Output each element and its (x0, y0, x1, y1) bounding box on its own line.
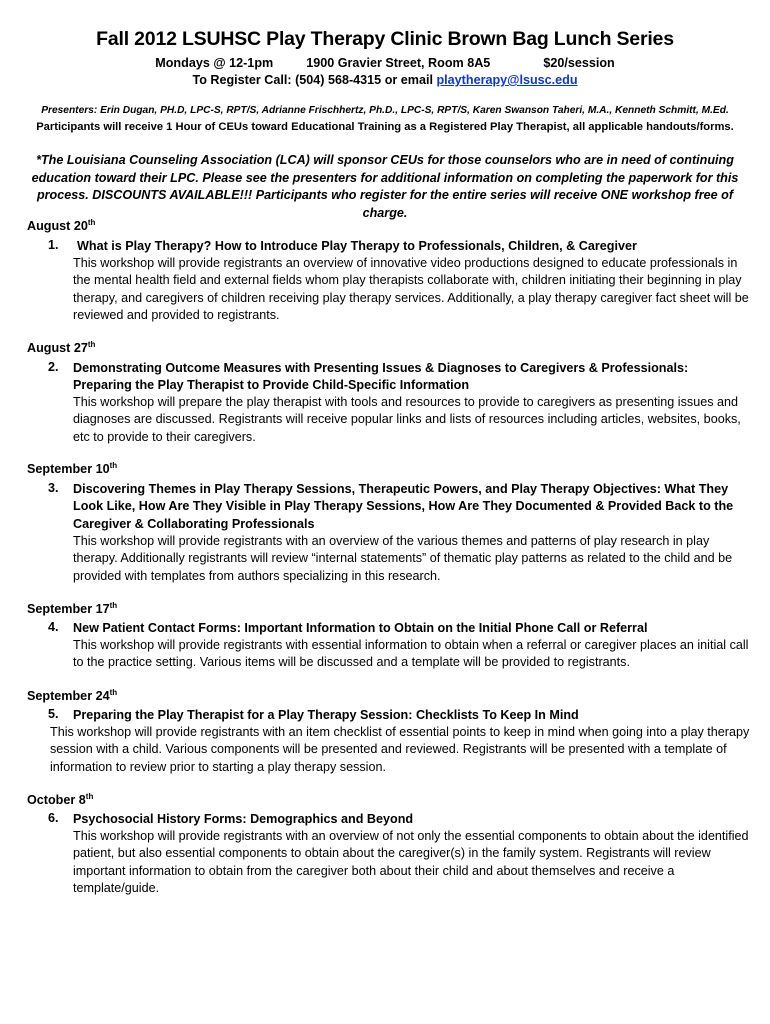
session-date: September 24th (27, 687, 118, 703)
session-date: August 20th (27, 217, 96, 233)
lca-note: *The Louisiana Counseling Association (LCA) will sponsor CEUs for those counselors who are in need of continuing education toward their LPC. Please see the presenters for additional information on completing the paperwork for this process. DISCOUNTS AVAILABLE!!! Participants who register for the entire series will receive ONE workshop free of charge. (31, 153, 739, 220)
session-info-line (0, 56, 770, 70)
ceu-note: Participants will receive 1 Hour of CEUs toward Educational Training as a Registered Play Therapist, all applicable handouts/forms. (36, 121, 734, 133)
location-text: 1900 Gravier Street, Room 8A5 (306, 56, 491, 70)
session-number: 5. (48, 707, 59, 721)
session-title: Demonstrating Outcome Measures with Presenting Issues & Diagnoses to Caregivers & Professionals: Preparing the Play Therapist to Provide Child-Specific Information (73, 361, 689, 393)
session-date: August 27th (27, 339, 96, 355)
session-date: September 17th (27, 600, 118, 616)
session-description: This workshop will provide registrants with essential information to obtain when a referral or caregiver places an initial call to the practice setting. Various items will be discussed and a template will be provided to registrants. (73, 638, 749, 670)
presenters-line: Presenters: Erin Dugan, PH.D, LPC-S, RPT/S, Adrianne Frischhertz, Ph.D., LPC-S, RPT/S, Karen Swanson Taheri, M.A., Kenneth Schmitt, M.Ed. (41, 105, 729, 116)
session-number: 1. (48, 238, 59, 252)
page-title: Fall 2012 LSUHSC Play Therapy Clinic Brown Bag Lunch Series (96, 28, 674, 50)
session-title: Preparing the Play Therapist for a Play Therapy Session: Checklists To Keep In Mind (73, 708, 579, 722)
session-description: This workshop will prepare the play therapist with tools and resources to provide to caregivers as presenting issues and diagnoses are discussed. Registrants will receive popular links and lists of resources including articles, websites, books, etc to provide to their caregivers. (73, 395, 741, 444)
session-date: October 8th (27, 791, 94, 807)
session-number: 6. (48, 811, 59, 825)
session-number: 4. (48, 620, 59, 634)
schedule-text: Mondays @ 12-1pm (155, 56, 274, 70)
register-text: To Register Call: (504) 568-4315 or email (192, 73, 437, 87)
session-title: Discovering Themes in Play Therapy Sessions, Therapeutic Powers, and Play Therapy Objectives: What They Look Like, How Are They Visible in Play Therapy Sessions, How Are They Documented & Provided Back to the Caregiver & Collaborating Professionals (73, 482, 734, 531)
session-number: 2. (48, 360, 59, 374)
register-email-link[interactable]: playtherapy@lsusc.edu (436, 73, 578, 87)
session-title: Psychosocial History Forms: Demographics and Beyond (73, 812, 414, 826)
session-number: 3. (48, 481, 59, 495)
register-line (0, 73, 770, 87)
session-description: This workshop will provide registrants with an overview of not only the essential components to obtain about the identified patient, but also essential components to obtain about the caregiver(s) in the family system. Registrants will review important information to obtain from the caregiver both about their child and about themselves and receive a template/guide. (73, 829, 749, 895)
price-text: $20/session (543, 56, 615, 70)
session-date: September 10th (27, 460, 118, 476)
session-title: New Patient Contact Forms: Important Information to Obtain on the Initial Phone Call or Referral (73, 621, 648, 635)
session-description: This workshop will provide registrants with an overview of the various themes and patterns of play research in play therapy. Additionally registrants will review “internal statements” of thematic play patterns as related to the child and be provided with templates from authors specializing in this research. (73, 534, 733, 583)
session-description: This workshop will provide registrants with an item checklist of essential points to keep in mind when going into a play therapy session with a child. Various components will be presented and reviewed. Registrants will be presented with a template of information to review prior to starting a play therapy session. (50, 725, 750, 774)
session-description: This workshop will provide registrants an overview of innovative video productions designed to educate professionals in the mental health field and external fields whom play therapists collaborate with, children initiating their beginning in play therapy, and caregivers of children receiving play therapy services. Additionally, a play therapy caregiver fact sheet will be reviewed and provided to registrants. (73, 256, 749, 322)
session-title: What is Play Therapy? How to Introduce Play Therapy to Professionals, Children, & Caregiver (77, 239, 637, 253)
